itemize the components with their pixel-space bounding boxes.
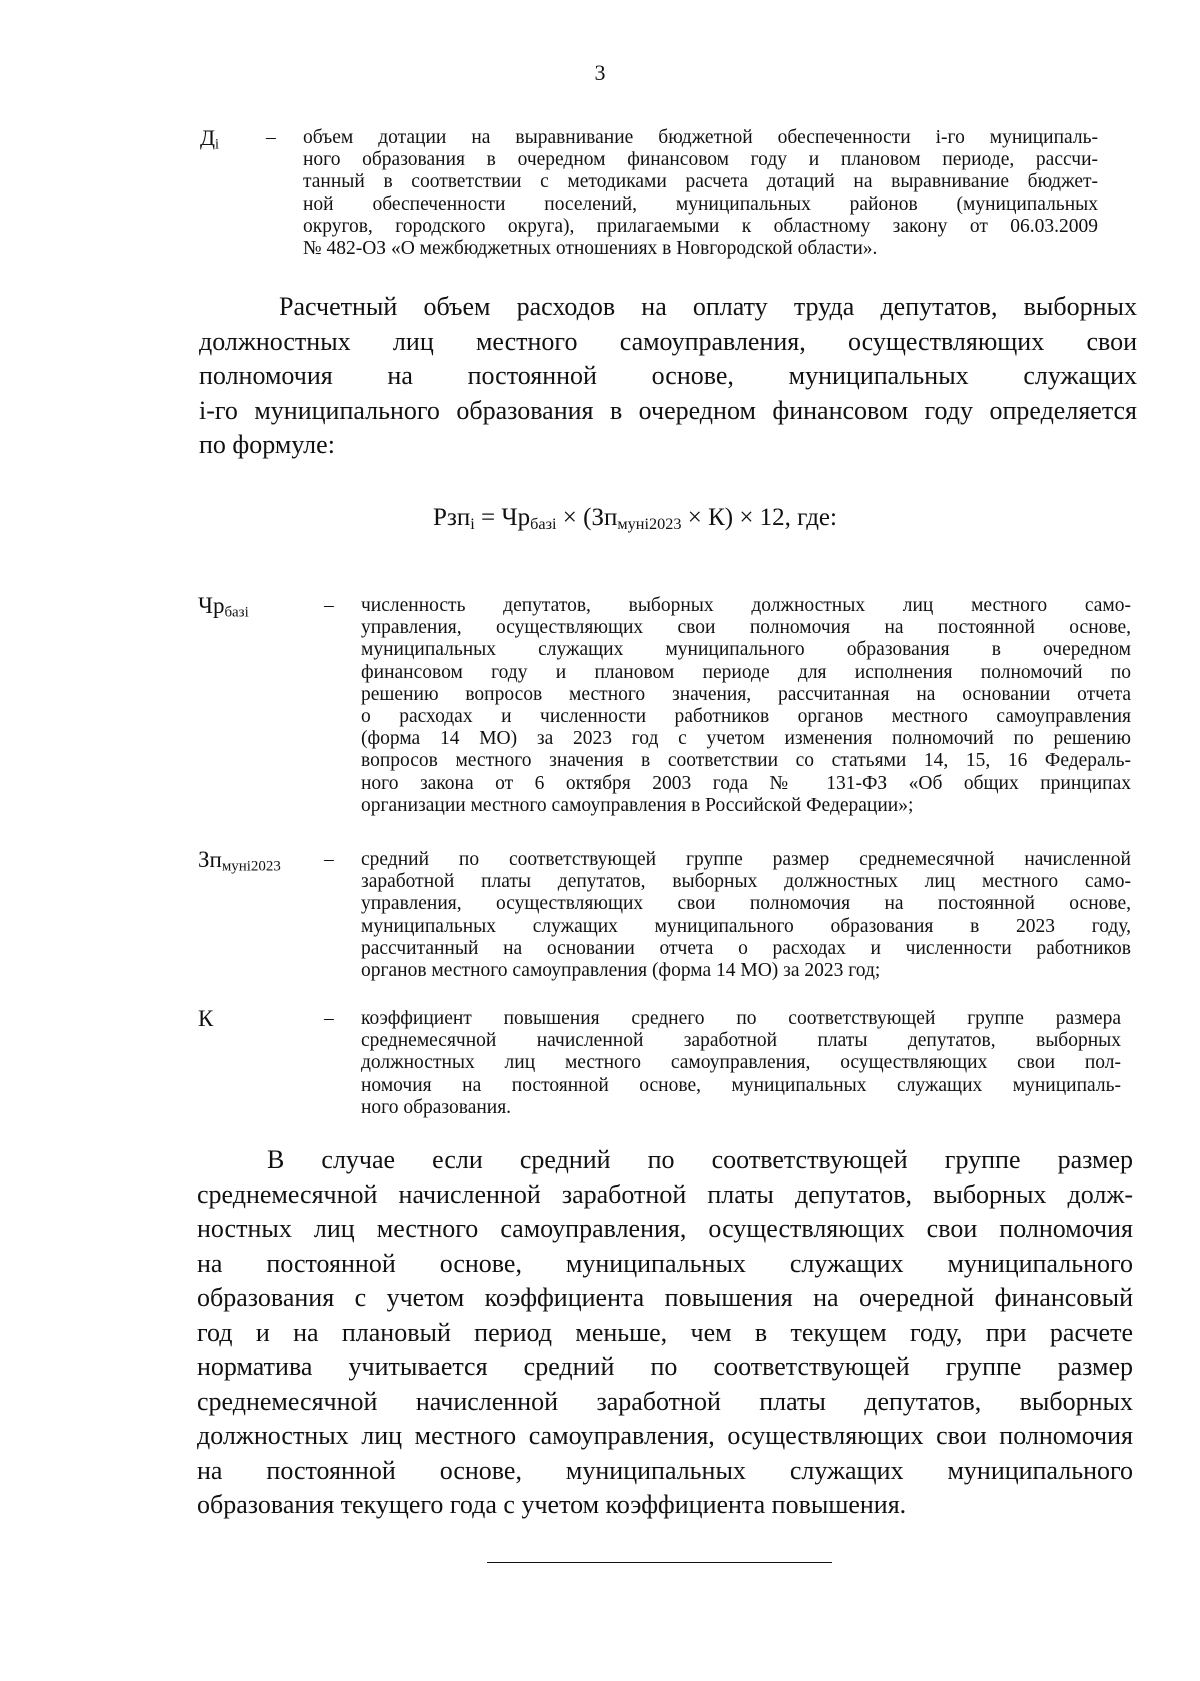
definition-chr — [198, 595, 1133, 825]
text-line: заработной платы депутатов, выборных должностных лиц местного само- — [361, 871, 1131, 893]
definition-term: $Зп_{мунi2023}$ — [198, 847, 281, 875]
text-line: объем дотации на выравнивание бюджетной обеспеченности i-го муниципаль- — [303, 127, 1098, 148]
text-line: муниципальных служащих муниципального образования в 2023 году, — [361, 915, 1131, 937]
text-line: на постоянной основе, муниципальных служащих муниципального — [197, 1248, 1133, 1278]
text-line: вопросов местного значения в соответствии со статьями 14, 15, 16 Федераль- — [361, 750, 1131, 772]
text-line: ного закона от 6 октября 2003 года № 131-ФЗ «Об общих принципах — [361, 772, 1131, 794]
text-line: по формуле: — [199, 430, 335, 459]
definition-dash: – — [324, 1008, 334, 1029]
definition-term: $Чр_{базi}$ — [198, 593, 249, 621]
text-line: танный в соответствии с методиками расчета дотаций на выравнивание бюджет- — [303, 171, 1098, 193]
text-line: должностных лиц местного самоуправления, осуществляющих свои полномочия — [197, 1421, 1133, 1450]
text-line: В случае если средний по соответствующей группе размер — [267, 1145, 1133, 1174]
paragraph-intro — [199, 290, 1137, 463]
text-line: численность депутатов, выборных должностных лиц местного само- — [361, 595, 1131, 616]
text-line: № 482-ОЗ «О межбюджетных отношениях в Новгородской области». — [303, 238, 878, 260]
text-line: Расчетный объем расходов на оплату труда депутатов, выборных — [279, 292, 1137, 321]
definition-term: К — [198, 1006, 214, 1031]
text-line: муниципальных служащих муниципального образования в очередном — [361, 639, 1131, 661]
text-line: образования текущего года с учетом коэффициента повышения. — [197, 1490, 907, 1519]
definition-dash: – — [324, 849, 334, 870]
text-line: должностных лиц местного самоуправления, осуществляющих свои пол- — [361, 1052, 1121, 1074]
text-line: ного образования в очередном финансовом году и плановом периоде, рассчи- — [303, 149, 1098, 171]
text-line: на постоянной основе, муниципальных служащих муниципального — [197, 1455, 1133, 1485]
text-line: ной обеспеченности поселений, муниципальных районов (муниципальных — [303, 193, 1098, 215]
text-line: ного образования. — [361, 1096, 512, 1118]
text-line: номочия на постоянной основе, муниципальных служащих муниципаль- — [361, 1074, 1121, 1096]
formula-lhs: Рзп$_i$ — [433, 504, 475, 534]
text-line: должностных лиц местного самоуправления, осуществляющих свои — [199, 326, 1137, 356]
formula: $Рзп_i = Чр_{базi} \times (Зп_{мунi2023} \times К) \times 12$, где: — [433, 504, 837, 534]
formula-term-chr: $Чр_{базi}$ — [501, 504, 557, 534]
text-line: i-го муниципального образования в очередном финансовом году определяется — [199, 395, 1137, 425]
definition-k — [198, 1008, 1133, 1128]
definition-zp — [198, 849, 1133, 989]
text-line: год и на плановый период меньше, чем в текущем году, при расчете — [197, 1317, 1133, 1347]
text-line: финансовом году и плановом периоде для исполнения полномочий по — [361, 661, 1131, 683]
text-line: среднемесячной начисленной заработной платы депутатов, выборных — [361, 1030, 1121, 1052]
definition-text — [303, 127, 1098, 260]
text-line: норматива учитывается средний по соответствующей группе размер — [197, 1352, 1133, 1381]
paragraph-condition — [197, 1143, 1133, 1523]
definition-text — [361, 595, 1131, 817]
text-line: управления, осуществляющих свои полномочия на постоянной основе, — [361, 893, 1131, 915]
text-line: коэффициент повышения среднего по соответствующей группе размера — [361, 1008, 1121, 1029]
definition-text — [361, 1008, 1121, 1119]
definition-di — [200, 127, 1110, 267]
text-line: полномочия на постоянной основе, муниципальных служащих — [199, 361, 1137, 390]
text-line: решению вопросов местного значения, рассчитанная на основании отчета — [361, 683, 1131, 705]
formula-term-zp: $Зп_{мунi2023}$ — [591, 504, 682, 534]
text-line: среднемесячной начисленной заработной платы депутатов, выборных долж- — [197, 1179, 1133, 1209]
text-line: образования с учетом коэффициента повышения на очередной финансовый — [197, 1283, 1133, 1312]
text-line: рассчитанный на основании отчета о расходах и численности работников — [361, 937, 1131, 959]
text-line: органов местного самоуправления (форма 14 МО) за 2023 год; — [361, 960, 881, 982]
text-line: управления, осуществляющих свои полномочия на постоянной основе, — [361, 617, 1131, 639]
text-line: (форма 14 МО) за 2023 год с учетом изменения полномочий по решению — [361, 728, 1131, 750]
text-line: округов, городского округа), прилагаемыми к областному закону от 06.03.2009 — [303, 215, 1098, 237]
definition-term: $Д_i$ — [200, 125, 219, 153]
text-line: о расходах и численности работников органов местного самоуправления — [361, 706, 1131, 728]
text-line: среднемесячной начисленной заработной платы депутатов, выборных — [197, 1386, 1133, 1416]
end-rule — [487, 1562, 832, 1563]
text-line: ностных лиц местного самоуправления, осуществляющих свои полномочия — [197, 1214, 1133, 1243]
text-line: средний по соответствующей группе размер среднемесячной начисленной — [361, 849, 1131, 870]
text-line: организации местного самоуправления в Российской Федерации»; — [361, 794, 914, 816]
definition-dash: – — [266, 127, 276, 148]
definition-text — [361, 849, 1131, 982]
page-number: 3 — [594, 60, 606, 85]
definition-dash: – — [324, 595, 334, 616]
